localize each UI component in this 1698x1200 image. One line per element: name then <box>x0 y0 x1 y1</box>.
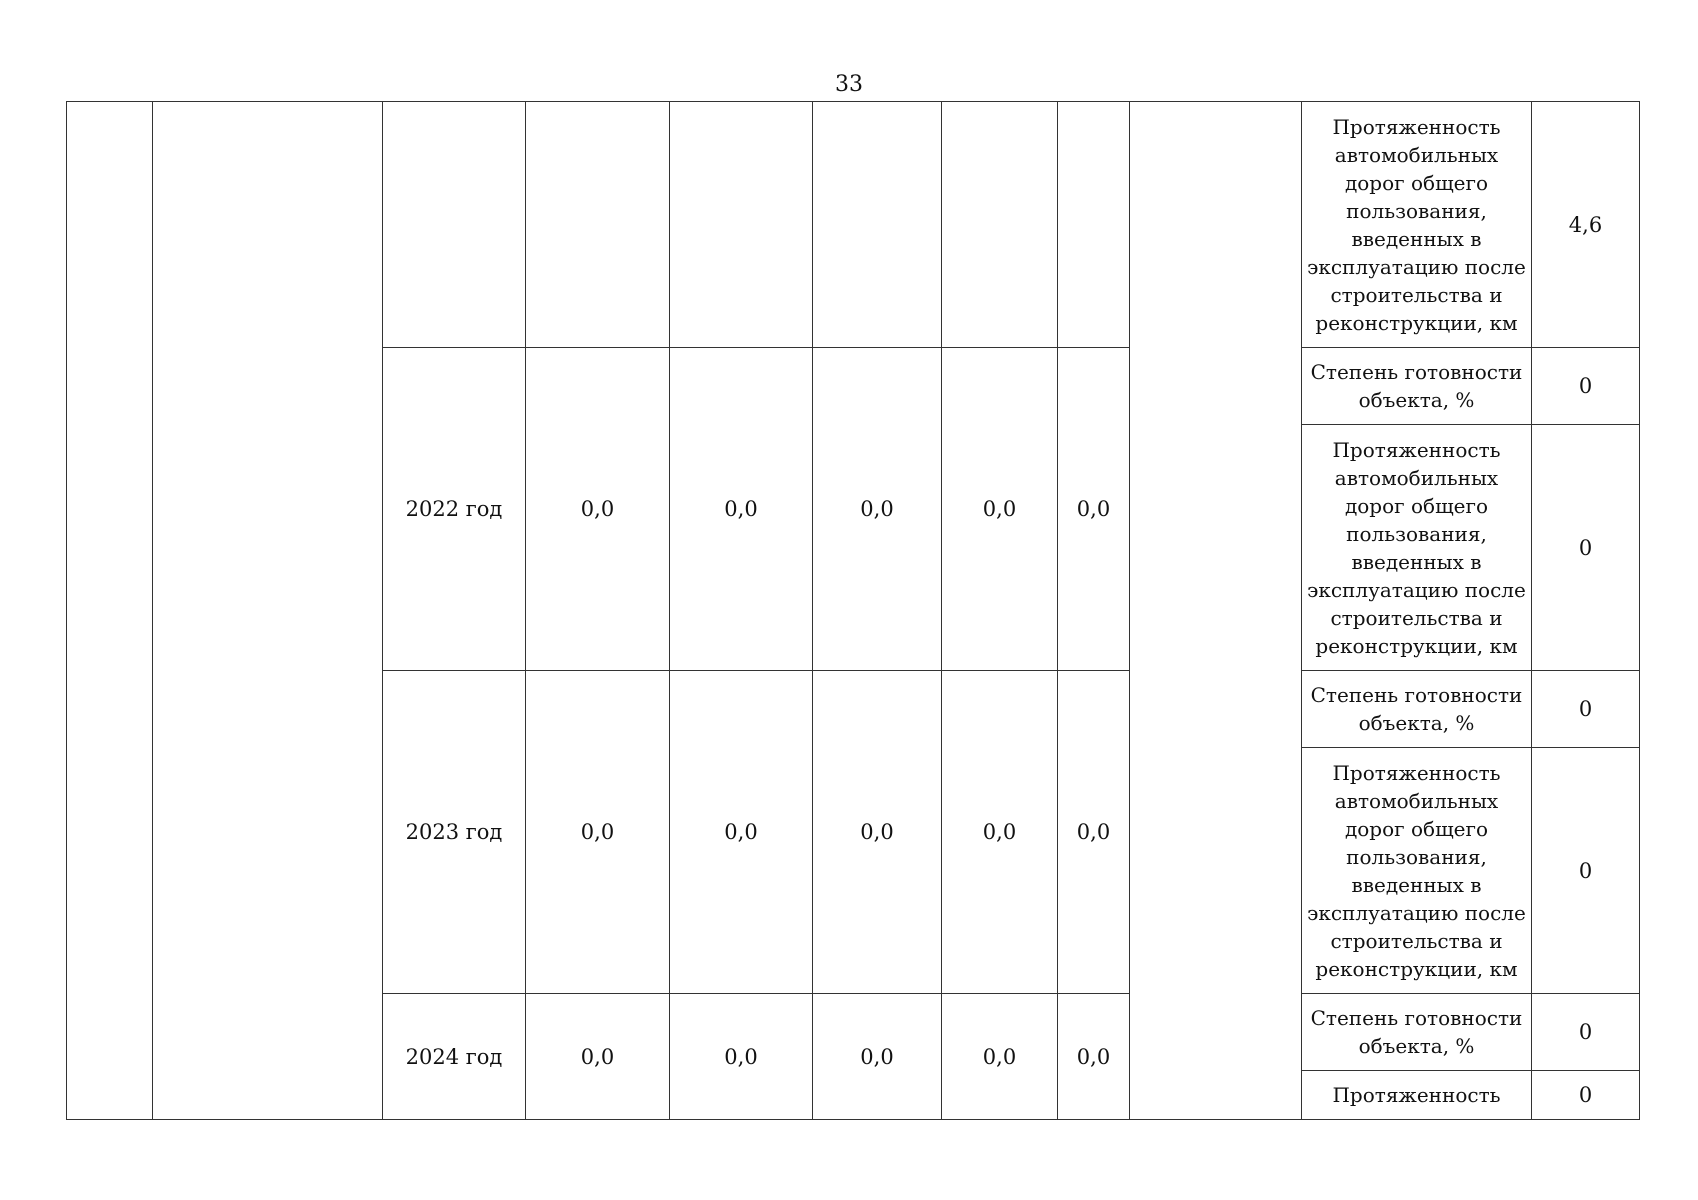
cell-year-cont <box>383 102 526 348</box>
cell-value: 0,0 <box>942 671 1058 994</box>
cell-name-col <box>153 102 383 1120</box>
indicator-name-readiness: Степень готовности объекта, % <box>1302 994 1532 1071</box>
cell-value: 0,0 <box>942 994 1058 1120</box>
cell-value-cont <box>1058 102 1130 348</box>
cell-value: 0,0 <box>670 671 813 994</box>
cell-executor-col <box>1130 102 1302 1120</box>
cell-value-cont <box>813 102 942 348</box>
indicator-value: 0 <box>1532 671 1640 748</box>
cell-year: 2023 год <box>383 671 526 994</box>
indicator-name-length: Протяженность автомобильных дорог общего пользования, введенных в эксплуатацию после строительства и реконструкции, км <box>1302 102 1532 348</box>
cell-value: 0,0 <box>942 348 1058 671</box>
cell-value: 0,0 <box>670 994 813 1120</box>
page-number: 33 <box>835 72 863 97</box>
cell-value: 0,0 <box>1058 994 1130 1120</box>
cell-value: 0,0 <box>526 671 670 994</box>
cell-value: 0,0 <box>670 348 813 671</box>
indicator-value: 4,6 <box>1532 102 1640 348</box>
indicator-name-length-short: Протяженность <box>1302 1071 1532 1120</box>
indicator-value: 0 <box>1532 425 1640 671</box>
indicator-value: 0 <box>1532 1071 1640 1120</box>
indicator-name-length: Протяженность автомобильных дорог общего пользования, введенных в эксплуатацию после строительства и реконструкции, км <box>1302 748 1532 994</box>
program-table <box>66 101 1640 1120</box>
cell-value: 0,0 <box>526 348 670 671</box>
cell-value-cont <box>670 102 813 348</box>
indicator-name-readiness: Степень готовности объекта, % <box>1302 348 1532 425</box>
cell-number-col <box>67 102 153 1120</box>
indicator-value: 0 <box>1532 748 1640 994</box>
indicator-value: 0 <box>1532 994 1640 1071</box>
table-row-continuation <box>67 102 1640 348</box>
indicator-name-length: Протяженность автомобильных дорог общего пользования, введенных в эксплуатацию после строительства и реконструкции, км <box>1302 425 1532 671</box>
indicator-name-readiness: Степень готовности объекта, % <box>1302 671 1532 748</box>
cell-value-cont <box>526 102 670 348</box>
cell-year: 2024 год <box>383 994 526 1120</box>
cell-value-cont <box>942 102 1058 348</box>
cell-value: 0,0 <box>813 348 942 671</box>
cell-value: 0,0 <box>526 994 670 1120</box>
cell-year: 2022 год <box>383 348 526 671</box>
cell-value: 0,0 <box>1058 671 1130 994</box>
cell-value: 0,0 <box>1058 348 1130 671</box>
cell-value: 0,0 <box>813 994 942 1120</box>
indicator-value: 0 <box>1532 348 1640 425</box>
cell-value: 0,0 <box>813 671 942 994</box>
